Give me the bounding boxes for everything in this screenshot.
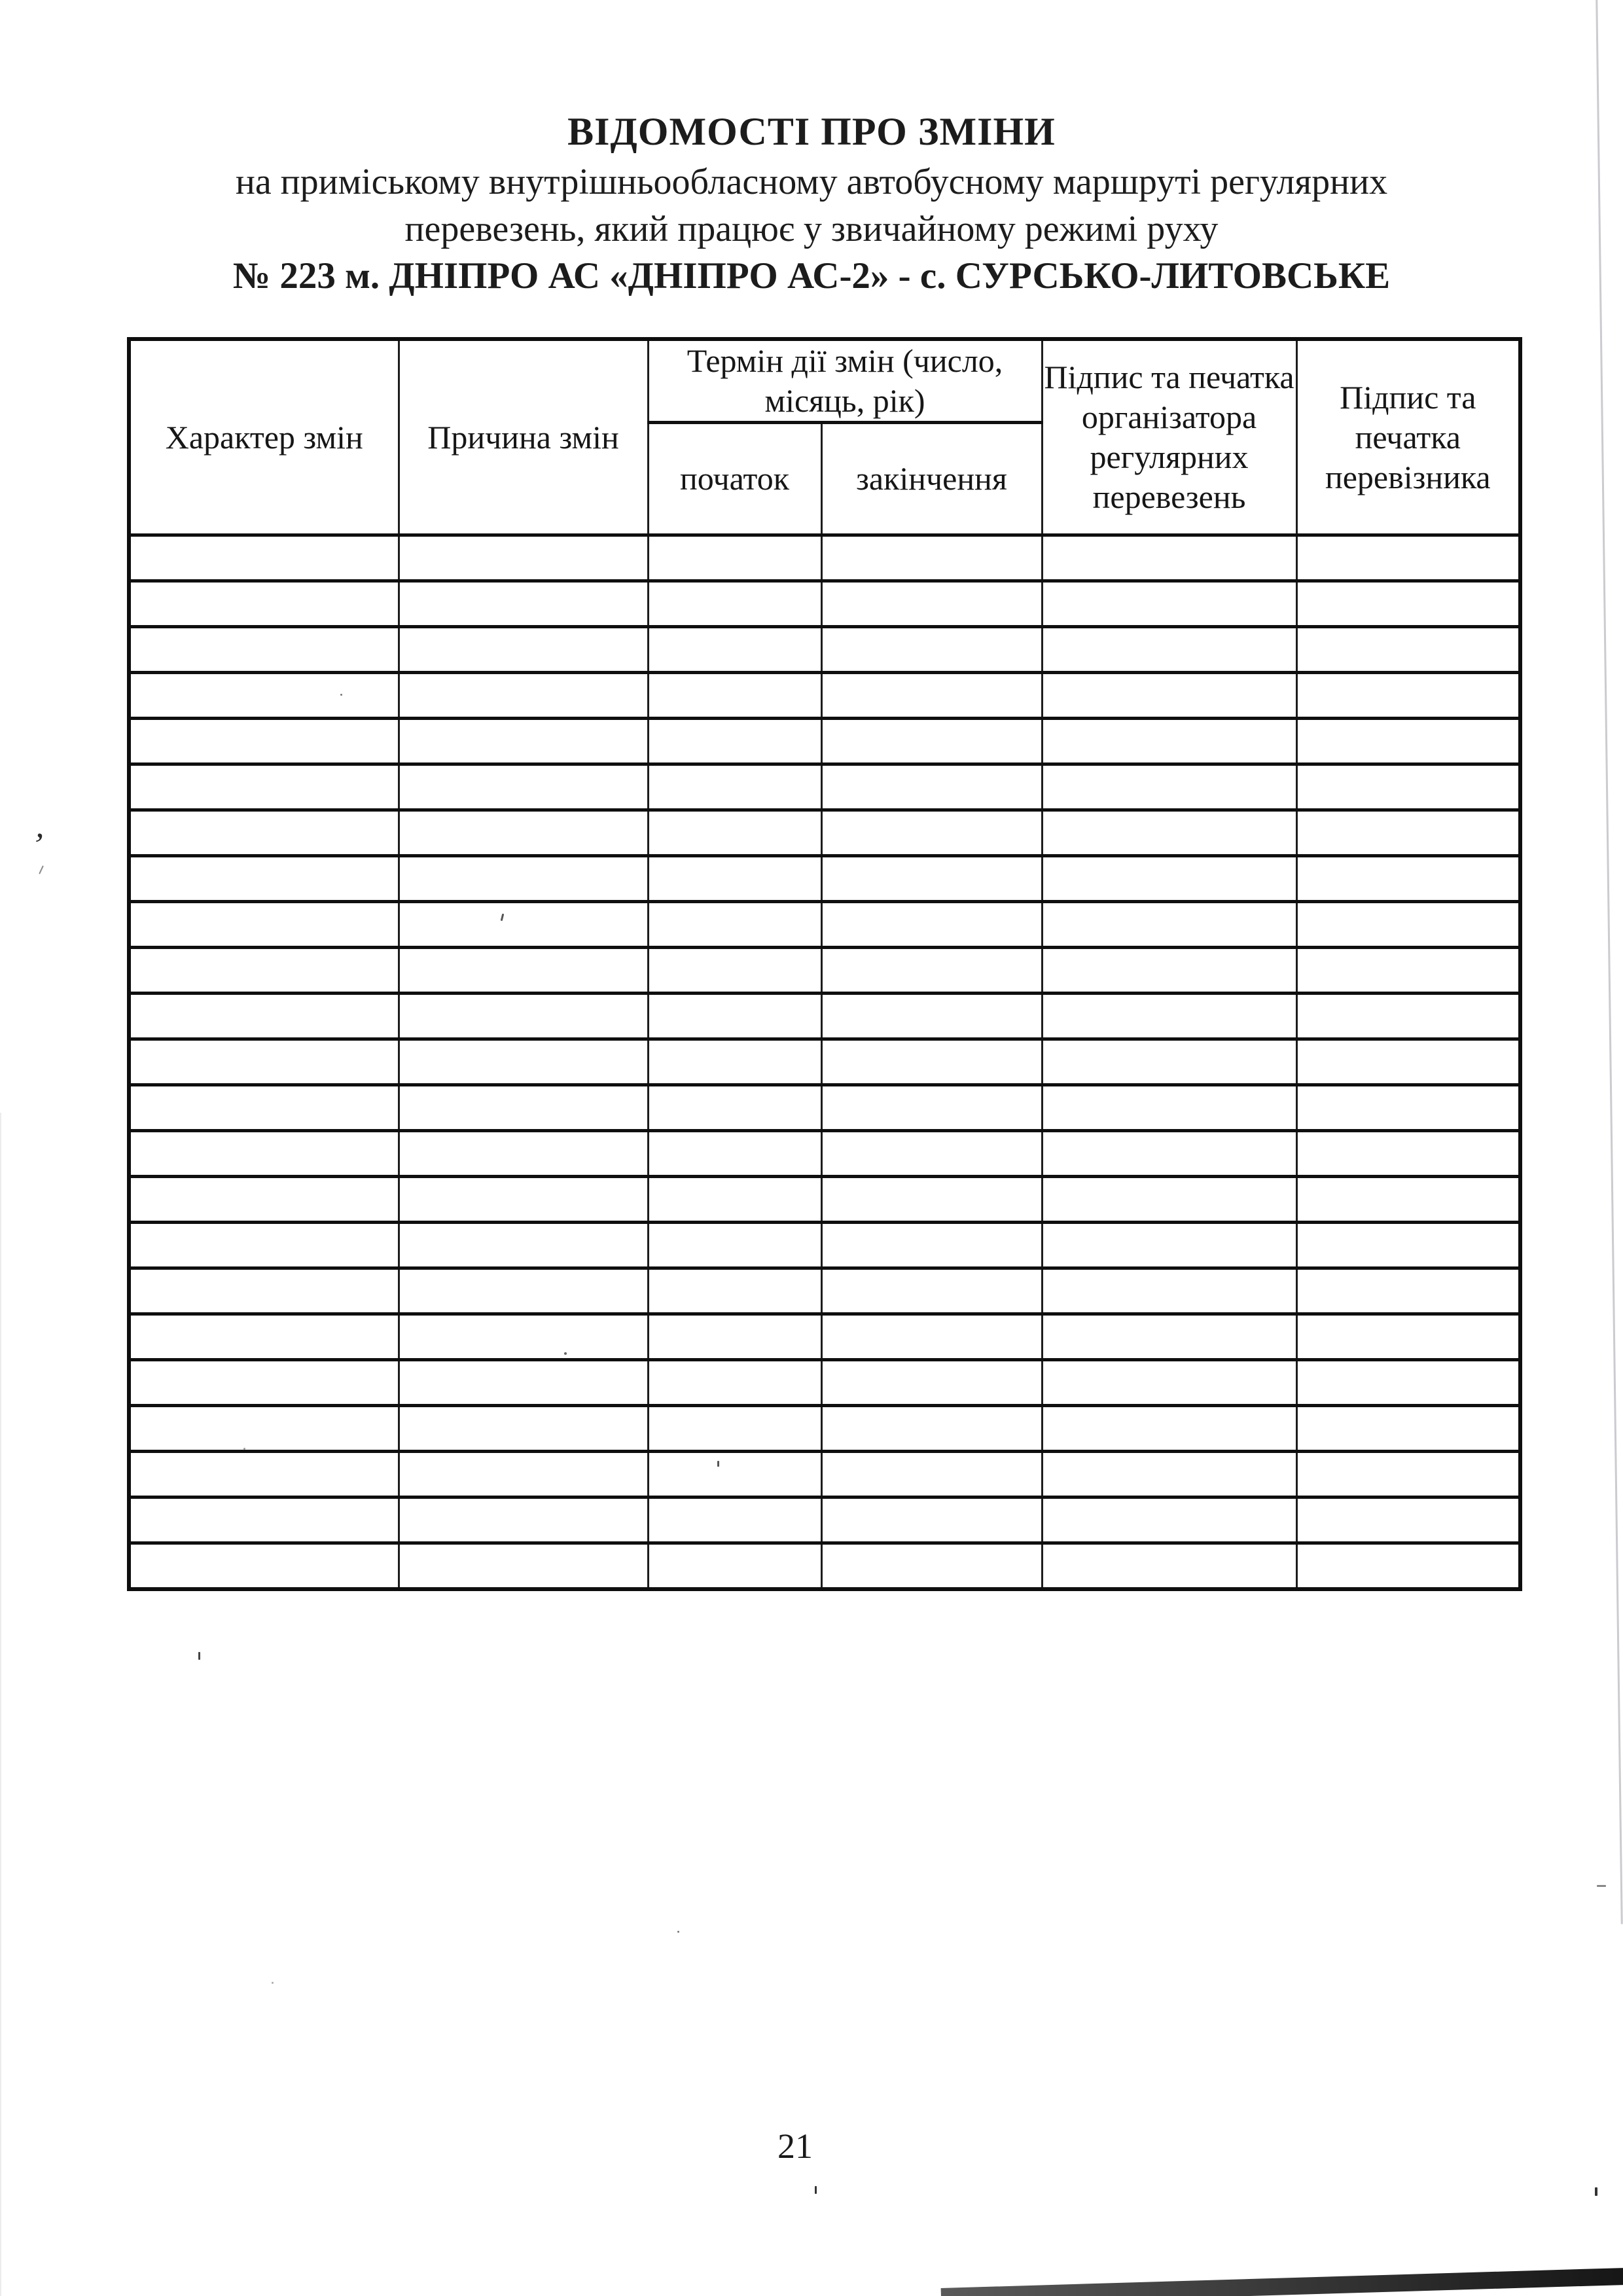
empty-cell (648, 627, 821, 673)
scan-speck (677, 1931, 679, 1933)
empty-cell (129, 810, 399, 856)
empty-cell (1296, 1223, 1520, 1268)
table-row (129, 1223, 1520, 1268)
empty-cell (1042, 1085, 1296, 1131)
empty-cell (648, 581, 821, 627)
empty-cell (1042, 1406, 1296, 1452)
empty-cell (1042, 1314, 1296, 1360)
empty-cell (1296, 1268, 1520, 1314)
empty-cell (129, 948, 399, 994)
empty-cell (399, 535, 648, 581)
table-row (129, 1085, 1520, 1131)
header-nature-of-changes: Характер змін (129, 339, 399, 535)
table-row (129, 719, 1520, 764)
empty-cell (1042, 1131, 1296, 1177)
empty-cell (1042, 581, 1296, 627)
empty-cell (648, 1177, 821, 1223)
empty-cell (1042, 627, 1296, 673)
empty-cell (648, 810, 821, 856)
table-row (129, 1039, 1520, 1085)
empty-cell (1296, 856, 1520, 902)
table-row (129, 673, 1520, 719)
empty-cell (129, 581, 399, 627)
empty-cell (399, 673, 648, 719)
table-row (129, 948, 1520, 994)
empty-cell (1042, 1452, 1296, 1498)
scan-ink-tick (815, 2186, 817, 2194)
empty-cell (648, 673, 821, 719)
empty-cell (1296, 1543, 1520, 1589)
empty-cell (648, 1131, 821, 1177)
empty-cell (1296, 764, 1520, 810)
header-term-start: початок (648, 423, 821, 535)
empty-cell (821, 1452, 1042, 1498)
scan-ink-mark: ʼ (30, 826, 47, 865)
header-row-top (129, 339, 1520, 423)
empty-cell (821, 1085, 1042, 1131)
empty-cell (821, 1039, 1042, 1085)
empty-cell (129, 1131, 399, 1177)
table-row (129, 1360, 1520, 1406)
empty-cell (821, 1223, 1042, 1268)
scan-corner-shadow (941, 2266, 1623, 2296)
empty-cell (1042, 948, 1296, 994)
empty-cell (1296, 810, 1520, 856)
empty-cell (399, 1268, 648, 1314)
empty-cell (1296, 1360, 1520, 1406)
route-heading: № 223 м. ДНІПРО АС «ДНІПРО АС-2» - с. СУРСЬКО-ЛИТОВСЬКЕ (232, 255, 1391, 296)
empty-cell (129, 1177, 399, 1223)
empty-cell (821, 581, 1042, 627)
scan-ink-tick (39, 865, 44, 874)
empty-cell (1296, 948, 1520, 994)
empty-cell (1296, 994, 1520, 1039)
empty-cell (648, 856, 821, 902)
empty-cell (821, 1314, 1042, 1360)
empty-cell (648, 1360, 821, 1406)
empty-cell (648, 1543, 821, 1589)
header-term-group: Термін дії змін (число, місяць, рік) (648, 339, 1042, 423)
empty-cell (821, 719, 1042, 764)
empty-cell (821, 1177, 1042, 1223)
empty-cell (1296, 1177, 1520, 1223)
empty-cell (129, 1223, 399, 1268)
empty-cell (821, 948, 1042, 994)
empty-cell (1042, 810, 1296, 856)
empty-cell (129, 535, 399, 581)
empty-cell (648, 535, 821, 581)
scan-speck (272, 1982, 274, 1984)
table-row (129, 1543, 1520, 1589)
empty-cell (129, 1543, 399, 1589)
empty-cell (821, 1268, 1042, 1314)
empty-cell (129, 902, 399, 948)
empty-cell (399, 764, 648, 810)
empty-cell (129, 856, 399, 902)
empty-cell (399, 1085, 648, 1131)
empty-cell (648, 1085, 821, 1131)
header-reason-of-changes: Причина змін (399, 339, 648, 535)
empty-cell (129, 627, 399, 673)
empty-cell (1042, 902, 1296, 948)
empty-cell (399, 1177, 648, 1223)
empty-cell (399, 1406, 648, 1452)
table-row (129, 1131, 1520, 1177)
empty-cell (399, 856, 648, 902)
empty-cell (821, 1406, 1042, 1452)
empty-cell (129, 1360, 399, 1406)
table-row (129, 856, 1520, 902)
table-row (129, 764, 1520, 810)
empty-cell (821, 535, 1042, 581)
empty-cell (821, 902, 1042, 948)
empty-cell (129, 1268, 399, 1314)
empty-cell (1042, 764, 1296, 810)
page-number: 21 (777, 2126, 813, 2166)
empty-cell (1296, 1406, 1520, 1452)
empty-cell (1042, 1268, 1296, 1314)
empty-cell (1042, 1360, 1296, 1406)
scan-ink-tick (1595, 2187, 1597, 2196)
empty-cell (648, 1039, 821, 1085)
table-row (129, 810, 1520, 856)
empty-cell (399, 948, 648, 994)
empty-cell (1042, 1039, 1296, 1085)
empty-cell (1296, 627, 1520, 673)
document-title: ВІДОМОСТІ ПРО ЗМІНИ (567, 110, 1056, 153)
empty-cell (648, 1452, 821, 1498)
empty-cell (821, 994, 1042, 1039)
empty-cell (1296, 1085, 1520, 1131)
scan-ink-dash (1597, 1885, 1606, 1887)
empty-cell (129, 764, 399, 810)
empty-cell (648, 1406, 821, 1452)
scan-edge-line-left (0, 1113, 1, 2296)
empty-cell (399, 810, 648, 856)
empty-cell (1042, 535, 1296, 581)
table-row (129, 1406, 1520, 1452)
empty-cell (648, 1314, 821, 1360)
header-term-end: закінчення (821, 423, 1042, 535)
table-row (129, 1314, 1520, 1360)
empty-cell (821, 1131, 1042, 1177)
empty-cell (821, 856, 1042, 902)
empty-cell (1296, 1498, 1520, 1543)
empty-cell (399, 994, 648, 1039)
empty-cell (648, 1498, 821, 1543)
empty-cell (648, 719, 821, 764)
empty-cell (1296, 581, 1520, 627)
empty-cell (821, 673, 1042, 719)
empty-cell (1042, 1543, 1296, 1589)
changes-table (127, 337, 1522, 1591)
empty-cell (129, 1498, 399, 1543)
empty-cell (129, 1452, 399, 1498)
empty-cell (1296, 535, 1520, 581)
empty-cell (821, 627, 1042, 673)
empty-cell (1296, 673, 1520, 719)
scan-ink-tick (198, 1652, 200, 1660)
empty-cell (648, 994, 821, 1039)
empty-cell (821, 764, 1042, 810)
empty-cell (1042, 856, 1296, 902)
table-row (129, 902, 1520, 948)
table-row (129, 581, 1520, 627)
empty-cell (399, 581, 648, 627)
empty-cell (129, 994, 399, 1039)
empty-cell (129, 1314, 399, 1360)
table-row (129, 535, 1520, 581)
empty-cell (1042, 1177, 1296, 1223)
empty-cell (648, 1223, 821, 1268)
empty-cell (399, 1131, 648, 1177)
empty-cell (821, 1543, 1042, 1589)
empty-cell (129, 1039, 399, 1085)
empty-cell (821, 1498, 1042, 1543)
table-row (129, 1452, 1520, 1498)
empty-cell (1042, 1498, 1296, 1543)
empty-cell (648, 902, 821, 948)
empty-cell (648, 764, 821, 810)
table-body (129, 535, 1520, 1589)
title-block (0, 105, 1623, 300)
table-row (129, 1268, 1520, 1314)
empty-cell (1296, 1131, 1520, 1177)
empty-cell (399, 902, 648, 948)
empty-cell (129, 719, 399, 764)
empty-cell (399, 1360, 648, 1406)
table-row (129, 994, 1520, 1039)
empty-cell (129, 673, 399, 719)
empty-cell (399, 1223, 648, 1268)
empty-cell (1042, 994, 1296, 1039)
empty-cell (129, 1406, 399, 1452)
empty-cell (399, 627, 648, 673)
empty-cell (1042, 673, 1296, 719)
empty-cell (1296, 1314, 1520, 1360)
empty-cell (1296, 1452, 1520, 1498)
table-row (129, 627, 1520, 673)
empty-cell (821, 1360, 1042, 1406)
table-header (129, 339, 1520, 535)
document-subtitle-line1: на приміському внутрішньообласному автобусному маршруті регулярних (235, 162, 1388, 202)
empty-cell (648, 1268, 821, 1314)
empty-cell (399, 1039, 648, 1085)
empty-cell (399, 1452, 648, 1498)
header-organizer-signature: Підпис та печатка організатора регулярних перевезень (1042, 339, 1296, 535)
header-carrier-signature: Підпис та печатка перевізника (1296, 339, 1520, 535)
empty-cell (1296, 902, 1520, 948)
table-row (129, 1177, 1520, 1223)
document-subtitle-line2: перевезень, який працює у звичайному режимі руху (404, 209, 1219, 249)
empty-cell (399, 1498, 648, 1543)
empty-cell (1042, 1223, 1296, 1268)
empty-cell (129, 1085, 399, 1131)
empty-cell (648, 948, 821, 994)
empty-cell (399, 719, 648, 764)
empty-cell (399, 1314, 648, 1360)
empty-cell (399, 1543, 648, 1589)
empty-cell (821, 810, 1042, 856)
empty-cell (1042, 719, 1296, 764)
empty-cell (1296, 719, 1520, 764)
empty-cell (1296, 1039, 1520, 1085)
table-row (129, 1498, 1520, 1543)
